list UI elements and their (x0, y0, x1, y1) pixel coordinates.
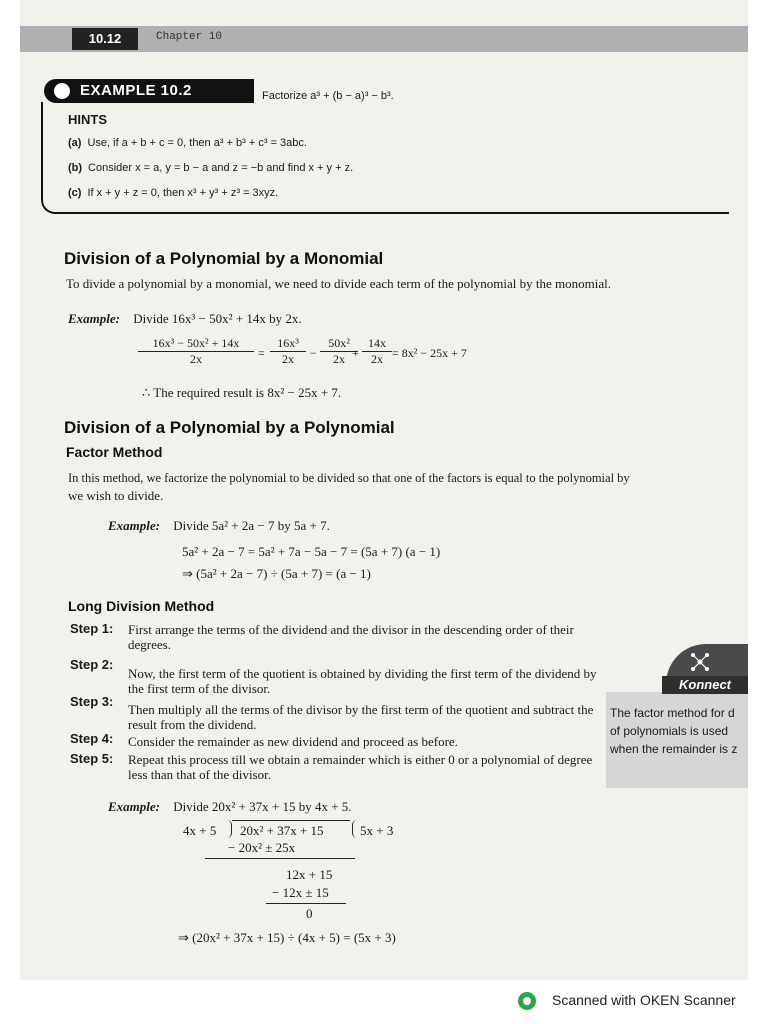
scanner-logo-icon (518, 992, 536, 1010)
equals-sign: = (258, 346, 265, 360)
ld-result: ⇒ (20x² + 37x + 15) ÷ (4x + 5) = (5x + 3) (178, 930, 396, 945)
step-4-text: Consider the remainder as new dividend and proceed as before. (128, 734, 458, 749)
ld-divisor: 4x + 5 (183, 823, 217, 838)
network-icon (688, 650, 712, 674)
step-1-text: First arrange the terms of the dividend and the divisor in the descending order of their degrees. (128, 622, 574, 652)
section1-intro: To divide a polynomial by a monomial, we need to divide each term of the polynomial by the monomial. (66, 276, 611, 291)
step-1-label: Step 1: (70, 621, 114, 636)
ld-bracket-left (227, 820, 232, 838)
factor-working-line1: 5a² + 2a − 7 = 5a² + 7a − 5a − 7 = (5a + 7) (a − 1) (182, 544, 441, 559)
long-division-heading: Long Division Method (68, 598, 215, 614)
factor-intro-line1: In this method, we factorize the polynomial to be divided so that one of the factors is equal to the polynomial by (68, 471, 630, 485)
step-4-label: Step 4: (70, 731, 114, 746)
step-2-text: Now, the first term of the quotient is obtained by dividing the first term of the dividend by the first term of the divisor. (128, 666, 597, 696)
section-heading-monomial: Division of a Polynomial by a Monomial (64, 249, 384, 268)
section1-conclusion: ∴ The required result is 8x² − 25x + 7. (142, 385, 342, 400)
division-result: = 8x² − 25x + 7 (392, 346, 467, 360)
chapter-title: Chapter 10 (156, 31, 223, 43)
factor-intro-line2: we wish to divide. (68, 488, 164, 503)
example-badge (44, 79, 254, 103)
fraction-whole: $\frac{\text{16x³ − 50x² + 14x}}{2x}$ (138, 336, 254, 367)
example-label: EXAMPLE 10.2 (80, 82, 192, 99)
hint-b: (b) Consider x = a, y = b − a and z = −b and find x + y + z. (68, 162, 354, 174)
fraction-term2: $\frac{\text{50x²}}{2x}$ (320, 336, 358, 367)
hint-a: (a) Use, if a + b + c = 0, then a³ + b³ + c³ = 3abc. (68, 137, 307, 149)
hints-title: HINTS (68, 112, 107, 127)
fraction-term3: $\frac{14x}{2x}$ (362, 336, 392, 367)
ld-remainder-1: 12x + 15 (286, 867, 333, 882)
ld-rule-2 (266, 903, 346, 904)
step-3-label: Step 3: (70, 694, 114, 709)
ld-subtract-1: − 20x² ± 25x (228, 840, 296, 855)
step-3-text: Then multiply all the terms of the divisor by the first term of the quotient and subtract the result from the dividend. (128, 702, 594, 732)
konnect-box (596, 642, 748, 788)
ld-dividend: 20x² + 37x + 15 (240, 823, 324, 838)
konnect-text: The factor method for d of polynomials is used when the remainder is z (610, 706, 738, 756)
konnect-label: Konnect (662, 676, 748, 694)
badge-dot-icon (54, 83, 70, 99)
fraction-term1: $\frac{\text{16x³}}{2x}$ (270, 336, 306, 367)
minus-sign: − (310, 346, 317, 360)
long-division-example: Example: Divide 20x² + 37x + 15 by 4x + 5. (108, 799, 352, 814)
ld-bracket-right (352, 820, 357, 838)
factor-working-line2: ⇒ (5a² + 2a − 7) ÷ (5a + 7) = (a − 1) (182, 566, 371, 581)
ld-subtract-2: − 12x ± 15 (272, 885, 329, 900)
section1-example: Example: Divide 16x³ − 50x² + 14x by 2x. (68, 311, 302, 326)
ld-quotient: 5x + 3 (360, 823, 394, 838)
hint-c: (c) If x + y + z = 0, then x³ + y³ + z³ = 3xyz. (68, 187, 279, 199)
example-question: Factorize a³ + (b − a)³ − b³. (262, 90, 394, 102)
page-number: 10.12 (72, 28, 138, 50)
scanner-text: Scanned with OKEN Scanner (552, 992, 736, 1008)
ld-remainder-final: 0 (306, 906, 313, 921)
factor-example: Example: Divide 5a² + 2a − 7 by 5a + 7. (108, 518, 330, 533)
ld-rule-1 (205, 858, 355, 859)
scanner-watermark (518, 990, 768, 1014)
section-heading-polynomial: Division of a Polynomial by a Polynomial (64, 418, 395, 437)
ld-vinculum (232, 820, 350, 821)
step-2-label: Step 2: (70, 657, 114, 672)
plus-sign: + (352, 346, 359, 360)
factor-method-heading: Factor Method (66, 444, 163, 460)
step-5-text: Repeat this process till we obtain a remainder which is either 0 or a polynomial of degree less than that of the divisor. (128, 752, 593, 782)
step-5-label: Step 5: (70, 751, 114, 766)
